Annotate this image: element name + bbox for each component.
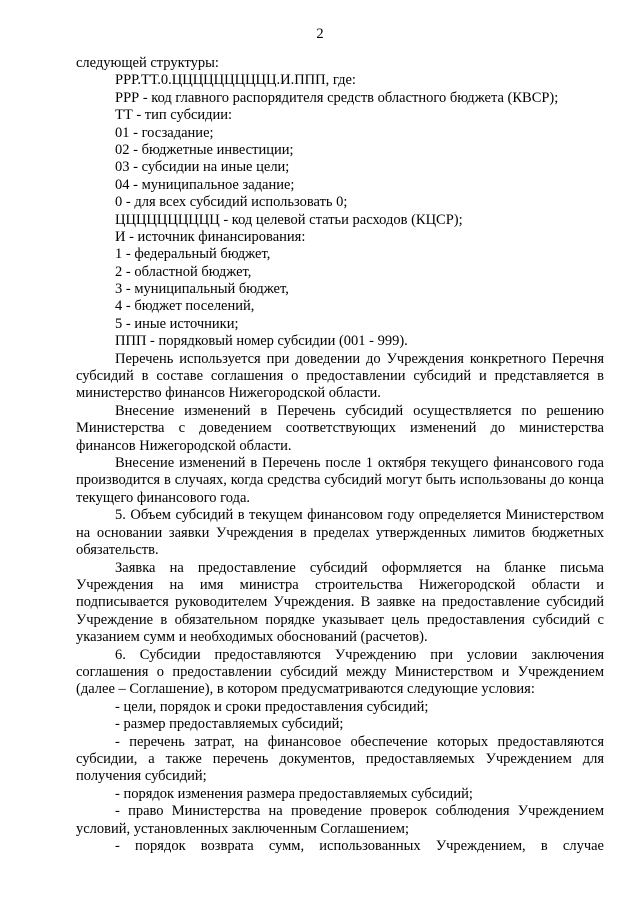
paragraph: Перечень используется при доведении до Учреждения конкретного Перечня субсидий в составе соглашения о предоставлении субсидий и представляется в министерство финансов Нижегородской области. <box>76 350 604 402</box>
text-line: ТТ - тип субсидии: <box>115 107 233 124</box>
text-line: 5 - иные источники; <box>115 315 239 332</box>
page-number: 2 <box>316 26 324 42</box>
text-line: ППП - порядковый номер субсидии (001 - 999). <box>115 333 408 350</box>
text-line: 01 - госзадание; <box>115 124 214 141</box>
text-line: РРР.ТТ.0.ЦЦЦЦЦЦЦЦЦЦ.И.ППП, где: <box>115 72 356 89</box>
text-line: следующей структуры: <box>76 55 219 71</box>
list-item-continued: - порядок возврата сумм, использованных Учреждением, в случае <box>115 838 604 855</box>
text-line: 4 - бюджет поселений, <box>115 298 255 315</box>
paragraph: Внесение изменений в Перечень субсидий осуществляется по решению Министерства с доведением соответствующих изменений до министерства финансов Нижегородской области. <box>76 402 604 454</box>
text-line: 1 - федеральный бюджет, <box>115 246 271 263</box>
paragraph: Внесение изменений в Перечень после 1 октября текущего финансового года производится в случаях, когда средства субсидий могут быть использованы до конца текущего финансового года. <box>76 455 604 506</box>
paragraph: 5. Объем субсидий в текущем финансовом году определяется Министерством на основании заявки Учреждения в пределах утвержденных лимитов бюджетных обязательств. <box>76 507 604 559</box>
text-line: ЦЦЦЦЦЦЦЦЦЦ - код целевой статьи расходов (КЦСР); <box>115 211 463 228</box>
document-body <box>76 55 604 855</box>
text-line: 0 - для всех субсидий использовать 0; <box>115 194 348 211</box>
list-item: - перечень затрат, на финансовое обеспечение которых предоставляются субсидии, а также перечень документов, предоставляемых Учреждением для получения субсидий; <box>76 733 604 785</box>
text-line: 03 - субсидии на иные цели; <box>115 159 290 176</box>
text-line: 04 - муниципальное задание; <box>115 176 295 193</box>
list-item: - размер предоставляемых субсидий; <box>115 716 344 733</box>
text-line: 2 - областной бюджет, <box>115 263 252 280</box>
text-line: РРР - код главного распорядителя средств областного бюджета (КВСР); <box>115 89 559 106</box>
list-item: - порядок изменения размера предоставляемых субсидий; <box>115 785 473 802</box>
text-line: 3 - муниципальный бюджет, <box>115 281 289 298</box>
list-item: - право Министерства на проведение проверок соблюдения Учреждением условий, установленных заключенным Соглашением; <box>76 803 604 837</box>
list-item: - цели, порядок и сроки предоставления субсидий; <box>115 698 429 715</box>
text-line: 02 - бюджетные инвестиции; <box>115 141 294 158</box>
paragraph: Заявка на предоставление субсидий оформляется на бланке письма Учреждения на имя министра строительства Нижегородской области и подписывается руководителем Учреждения. В заявке на предоставление субсидий Учреждение в обязательном порядке указывает цель предоставления субсидий с указанием сумм и необходимых обоснований (расчетов). <box>76 559 604 646</box>
text-line: И - источник финансирования: <box>115 228 306 245</box>
paragraph: 6. Субсидии предоставляются Учреждению при условии заключения соглашения о предоставлении субсидий между Министерством и Учреждением (далее – Соглашение), в котором предусматриваются следующие условия: <box>76 646 604 698</box>
